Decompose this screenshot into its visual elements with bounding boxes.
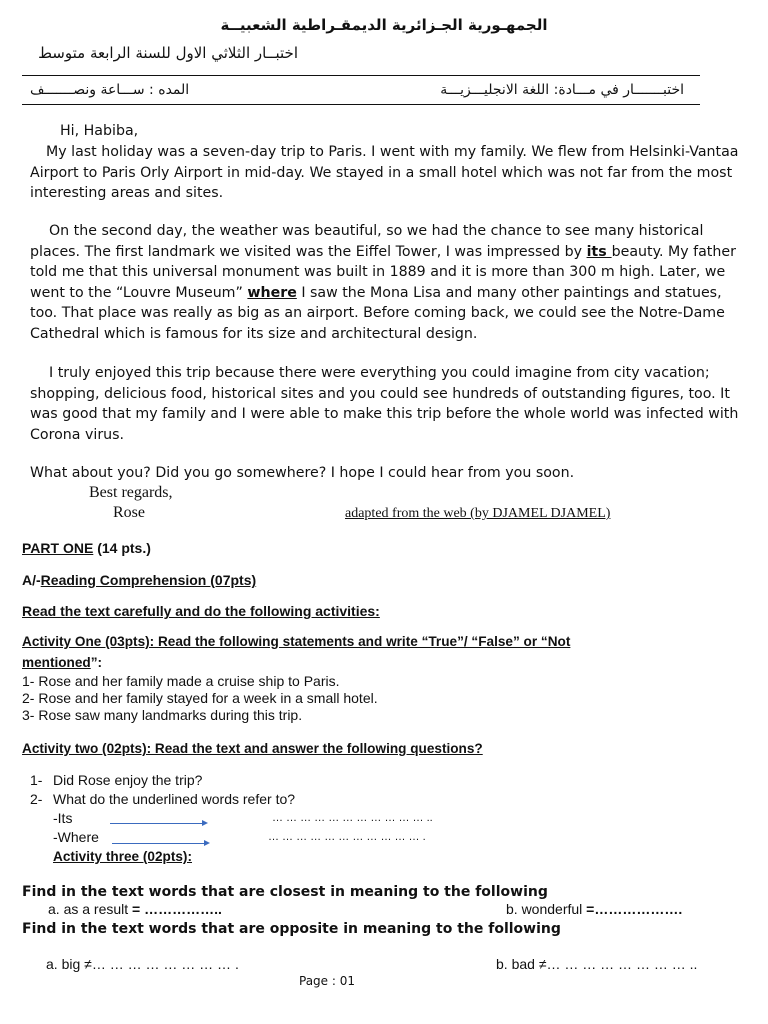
synonym-b-label: b. wonderful xyxy=(506,901,587,917)
underlined-its: its xyxy=(586,243,612,260)
header-rule-bottom xyxy=(22,104,700,105)
synonym-a xyxy=(48,901,222,917)
activity-one-tail: ”: xyxy=(90,655,103,670)
letter-paragraph-1: My last holiday was a seven-day trip to Paris. I went with my family. We flew from Helsinki-Vantaa Airport to Paris Orly Airport in mid-day. We stayed in a small hotel which was not far from the most interesting areas and sites. xyxy=(30,144,739,202)
underlined-where: where xyxy=(247,284,297,301)
duration-label: المده : ســـاعة ونصـــــــف xyxy=(30,82,190,98)
word-where: -Where xyxy=(53,829,99,845)
answer-blank-where: … … … … … … … … … … … . xyxy=(268,831,426,843)
synonym-b-blank: =………………. xyxy=(586,901,683,917)
letter-paragraph-4: What about you? Did you go somewhere? I hope I could hear from you soon. xyxy=(30,465,575,481)
activity-one-mentioned: mentioned xyxy=(22,655,91,670)
section-heading xyxy=(22,572,256,588)
arrow-icon xyxy=(112,843,208,844)
activity-two-instruction: Activity two (02pts): Read the text and answer the following questions? xyxy=(22,741,483,756)
paragraph-2-part-b: beauty. My father told me that this universal monument was built in 1889 and it is more than 300 m high. Later, we went to the “Louvre Museum” xyxy=(30,243,736,301)
letter-paragraph-2 xyxy=(30,221,740,345)
antonym-b: b. bad ≠… … … … … … … … .. xyxy=(496,956,698,972)
paragraph-2-part-c: I saw the Mona Lisa and many other paintings and statues, too. That place was really as big as an airport. Before coming back, we could see the Notre-Dame Cathedral which is famous for its size and architectural design. xyxy=(30,284,725,342)
synonyms-instruction: Find in the text words that are closest in meaning to the following xyxy=(22,884,548,900)
statement-3: 3- Rose saw many landmarks during this trip. xyxy=(22,707,303,723)
question-1: Did Rose enjoy the trip? xyxy=(53,772,203,788)
letter-closing: Best regards, xyxy=(89,484,173,501)
letter-signature: Rose xyxy=(113,504,145,521)
part-one-title: PART ONE xyxy=(22,540,94,556)
text-source: adapted from the web (by DJAMEL DJAMEL) xyxy=(345,506,611,521)
activity-one-instruction-line-1: Activity One (03pts): Read the following statements and write “True”/ “False” or “Not xyxy=(22,634,571,649)
part-one-heading xyxy=(22,540,151,556)
subject-label: اختبـــــــار في مـــادة: اللغة الانجليـــزيـــة xyxy=(440,82,684,98)
section-title: Reading Comprehension (07pts) xyxy=(40,572,257,588)
header-rule-top xyxy=(22,75,700,76)
letter-greeting: Hi, Habiba, xyxy=(60,123,139,139)
antonyms-instruction: Find in the text words that are opposite in meaning to the following xyxy=(22,921,561,937)
word-its: -Its xyxy=(53,810,73,826)
republic-title: الجمهـورية الجـزائرية الديمقـراطية الشعبيــة xyxy=(220,16,548,34)
synonym-a-blank: = …………….. xyxy=(132,901,222,917)
letter-paragraph-3: I truly enjoyed this trip because there were everything you could imagine from city vacation; shopping, delicious food, historical sites and you could see hundreds of outstanding figures, too. It was good that my family and I were able to make this trip before the whole world was infected with Corona virus. xyxy=(30,365,739,443)
activity-one-instruction-line-2 xyxy=(22,655,102,670)
question-2-number: 2- xyxy=(30,791,43,807)
answer-blank-its: … … … … … … … … … … … .. xyxy=(272,812,433,824)
antonym-a: a. big ≠… … … … … … … … . xyxy=(46,956,239,972)
statement-1: 1- Rose and her family made a cruise ship to Paris. xyxy=(22,673,340,689)
section-prefix: A/- xyxy=(22,572,41,588)
part-one-points: (14 pts.) xyxy=(93,540,151,556)
arrow-icon xyxy=(110,823,206,824)
statement-2: 2- Rose and her family stayed for a week in a small hotel. xyxy=(22,690,378,706)
paragraph-2-part-a: On the second day, the weather was beautiful, so we had the chance to see many historical places. The first landmark we visited was the Eiffel Tower, I was impressed by xyxy=(30,223,704,260)
exam-title: اختبــار الثلاثي الاول للسنة الرابعة متوسط xyxy=(38,44,298,62)
question-2: What do the underlined words refer to? xyxy=(53,791,296,807)
page-number: Page : 01 xyxy=(299,974,355,988)
activity-three-title: Activity three (02pts): xyxy=(53,849,192,864)
question-1-number: 1- xyxy=(30,772,43,788)
synonym-a-label: a. as a result xyxy=(48,901,133,917)
synonym-b xyxy=(506,901,682,917)
reading-instruction: Read the text carefully and do the following activities: xyxy=(22,603,380,619)
